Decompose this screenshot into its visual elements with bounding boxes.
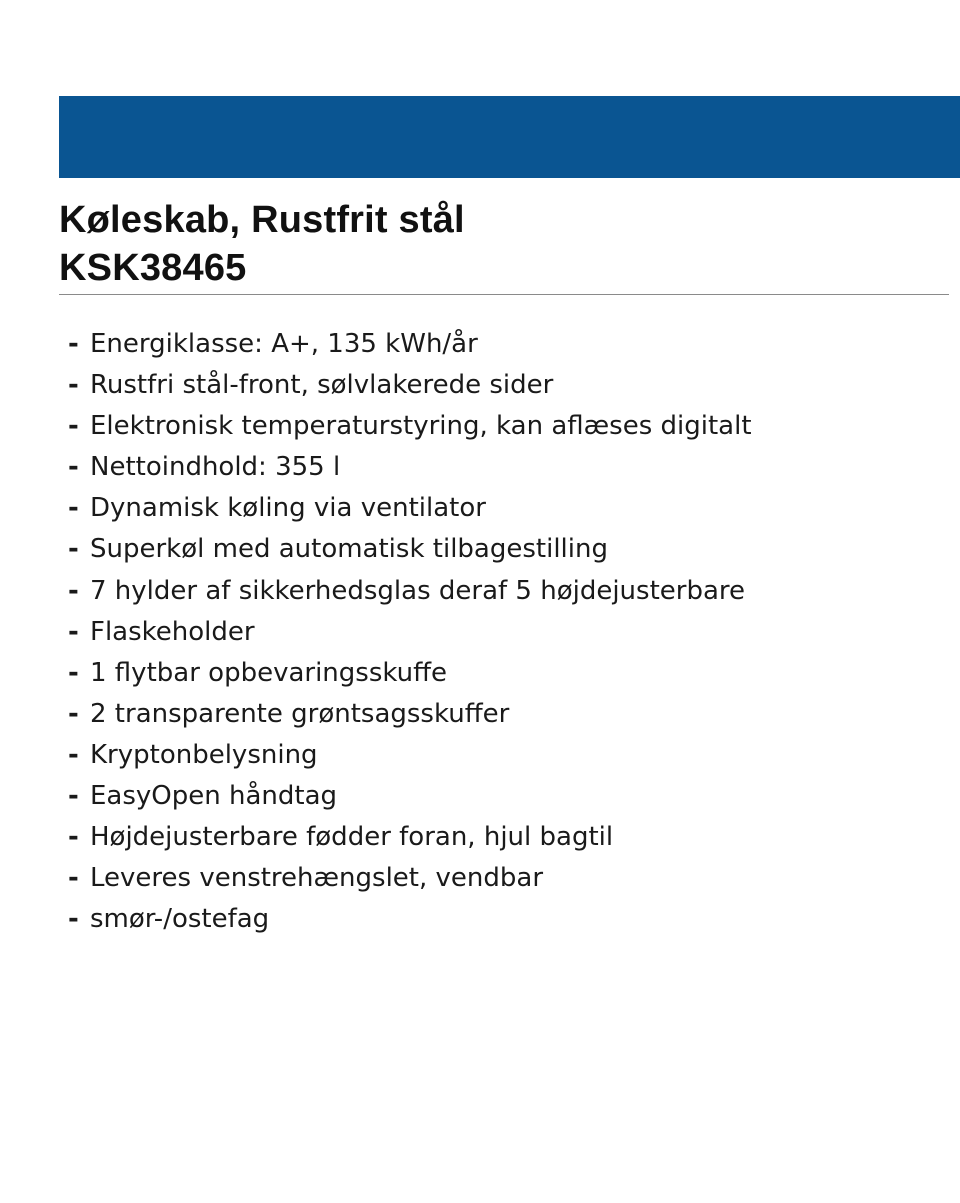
bullet-dash: -	[68, 698, 79, 729]
feature-list	[68, 324, 752, 940]
feature-text: 2 transparente grøntsagsskuffer	[90, 698, 510, 729]
feature-text: EasyOpen håndtag	[90, 781, 338, 812]
list-item	[68, 529, 752, 570]
list-item	[68, 899, 752, 940]
bullet-dash: -	[68, 863, 79, 894]
feature-text: Leveres venstrehængslet, vendbar	[90, 863, 544, 894]
list-item	[68, 406, 752, 447]
list-item	[68, 571, 752, 612]
feature-text: Rustfri stål-front, sølvlakerede sider	[90, 370, 554, 401]
header-banner	[59, 96, 960, 178]
product-model: KSK38465	[59, 247, 247, 289]
feature-text: Højdejusterbare fødder foran, hjul bagtil	[90, 822, 614, 853]
bullet-dash: -	[68, 575, 79, 606]
feature-text: Dynamisk køling via ventilator	[90, 493, 486, 524]
feature-text: Kryptonbelysning	[90, 739, 318, 770]
list-item	[68, 776, 752, 817]
list-item	[68, 735, 752, 776]
list-item	[68, 858, 752, 899]
list-item	[68, 324, 752, 365]
list-item	[68, 612, 752, 653]
feature-text: 7 hylder af sikkerhedsglas deraf 5 højdejusterbare	[90, 575, 746, 606]
bullet-dash: -	[68, 657, 79, 688]
bullet-dash: -	[68, 370, 79, 401]
list-item	[68, 817, 752, 858]
feature-text: 1 flytbar opbevaringsskuffe	[90, 657, 448, 688]
bullet-dash: -	[68, 739, 79, 770]
bullet-dash: -	[68, 616, 79, 647]
list-item	[68, 447, 752, 488]
bullet-dash: -	[68, 534, 79, 565]
list-item	[68, 488, 752, 529]
bullet-dash: -	[68, 329, 79, 359]
list-item	[68, 694, 752, 735]
product-heading	[59, 196, 949, 292]
heading-divider	[59, 294, 949, 295]
product-title: Køleskab, Rustfrit stål	[59, 199, 465, 241]
feature-text: smør-/ostefag	[90, 904, 270, 935]
list-item	[68, 365, 752, 406]
feature-text: Nettoindhold: 355 l	[90, 452, 341, 483]
feature-text: Flaskeholder	[90, 616, 255, 647]
bullet-dash: -	[68, 452, 79, 483]
bullet-dash: -	[68, 411, 79, 442]
bullet-dash: -	[68, 904, 79, 935]
bullet-dash: -	[68, 822, 79, 853]
bullet-dash: -	[68, 781, 79, 812]
bullet-dash: -	[68, 493, 79, 524]
list-item	[68, 653, 752, 694]
feature-text: Superkøl med automatisk tilbagestilling	[90, 534, 608, 565]
feature-text: Energiklasse: A+, 135 kWh/år	[90, 329, 478, 359]
feature-text: Elektronisk temperaturstyring, kan aflæses digitalt	[90, 411, 752, 442]
